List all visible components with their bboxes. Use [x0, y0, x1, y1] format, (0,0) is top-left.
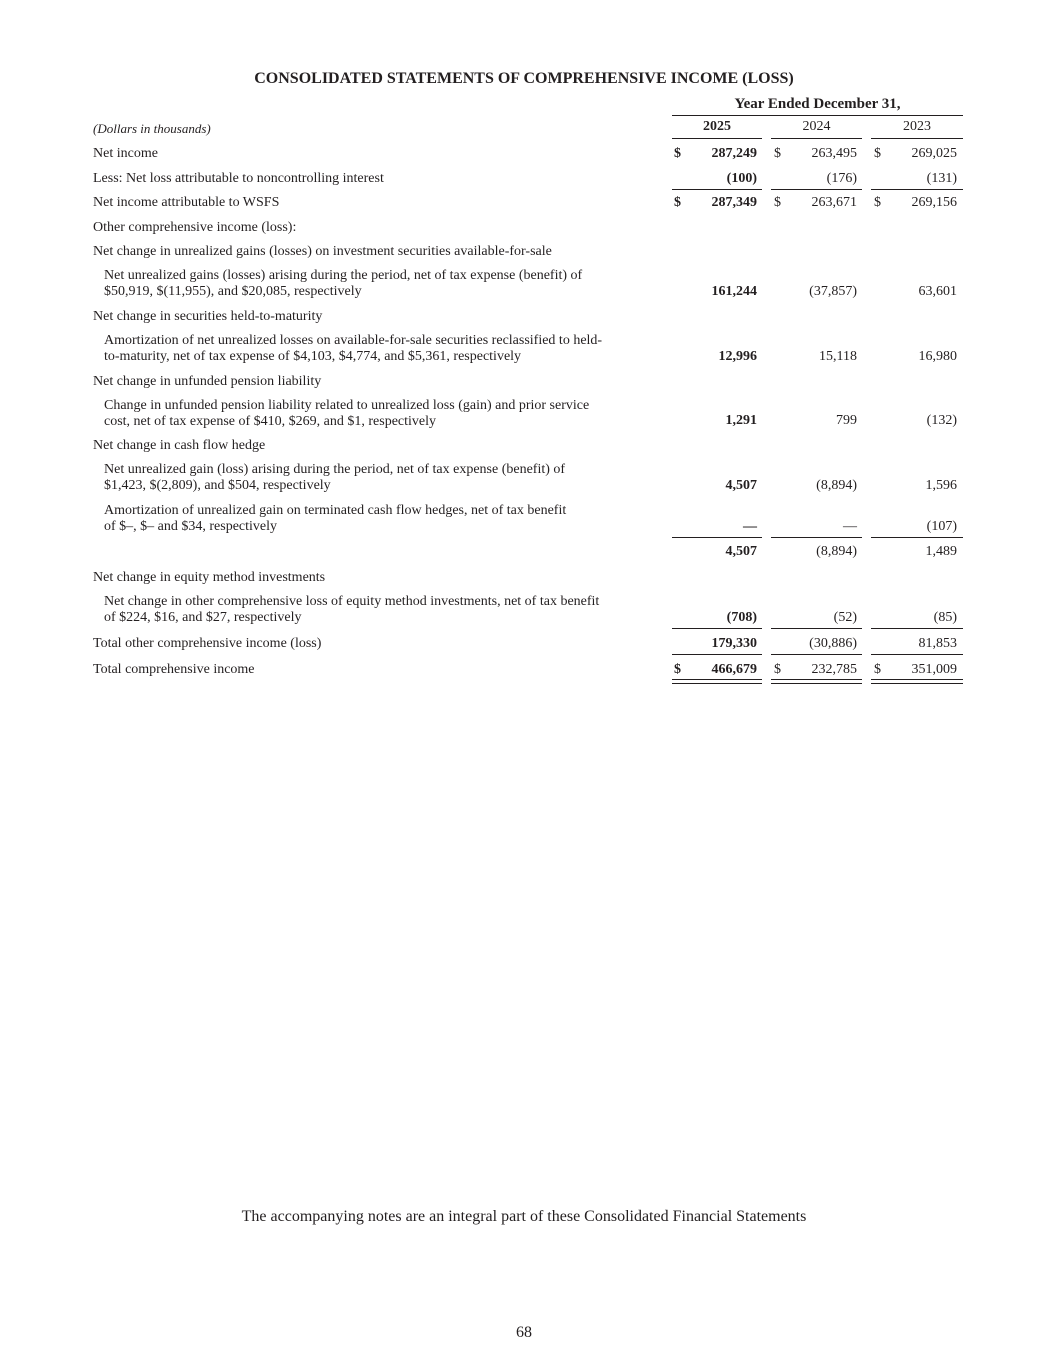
value-2025: (708)	[726, 610, 757, 625]
row-label-line2: $1,423, $(2,809), and $504, respectively	[104, 478, 331, 493]
value-2023: (107)	[926, 519, 957, 534]
row-label: Total comprehensive income	[93, 662, 255, 677]
underline	[871, 628, 963, 629]
underline	[672, 537, 762, 538]
underline	[672, 628, 762, 629]
value-2023: 1,489	[925, 544, 957, 559]
value-2024: 263,495	[811, 146, 857, 161]
value-2025: 287,249	[711, 146, 757, 161]
row-label-line2: of $224, $16, and $27, respectively	[104, 610, 302, 625]
underline	[771, 654, 862, 655]
value-2025: 287,349	[711, 195, 757, 210]
dollar-sign: $	[674, 146, 681, 161]
row-label-line1: Amortization of unrealized gain on terminated cash flow hedges, net of tax benefit	[104, 503, 567, 518]
row-label: Net change in cash flow hedge	[93, 438, 266, 453]
value-2024: (37,857)	[809, 284, 857, 299]
double-underline	[871, 679, 963, 684]
value-2024: (176)	[826, 171, 857, 186]
value-2024: (8,894)	[816, 544, 857, 559]
value-2024: 263,671	[811, 195, 857, 210]
dollar-sign: $	[774, 662, 781, 677]
dollar-sign: $	[774, 195, 781, 210]
dollar-sign: $	[774, 146, 781, 161]
row-label: Net income	[93, 146, 158, 161]
row-label	[104, 462, 664, 494]
value-2025: 1,291	[725, 413, 757, 428]
value-2023: 351,009	[911, 662, 957, 677]
value-2025: 161,244	[711, 284, 757, 299]
value-2025: (100)	[726, 171, 757, 186]
row-label: Net change in unfunded pension liability	[93, 374, 322, 389]
row-label-line2: $50,919, $(11,955), and $20,085, respectively	[104, 284, 362, 299]
row-label-line2: cost, net of tax expense of $410, $269, and $1, respectively	[104, 414, 437, 429]
page-number: 68	[516, 1324, 532, 1341]
value-2025: 466,679	[711, 662, 757, 677]
value-2023: 269,156	[911, 195, 957, 210]
underline	[771, 628, 862, 629]
value-2023: 16,980	[918, 349, 957, 364]
value-2025: —	[743, 519, 757, 534]
dollar-sign: $	[874, 195, 881, 210]
year-2024-header: 2024	[771, 119, 862, 139]
row-label: Total other comprehensive income (loss)	[93, 636, 322, 651]
underline	[871, 189, 963, 190]
value-2025: 4,507	[725, 478, 757, 493]
value-2023: (132)	[926, 413, 957, 428]
statement-title: CONSOLIDATED STATEMENTS OF COMPREHENSIVE INCOME (LOSS)	[254, 70, 794, 87]
value-2024: (52)	[833, 610, 857, 625]
row-label: Less: Net loss attributable to noncontrolling interest	[93, 171, 384, 186]
dollar-sign: $	[674, 662, 681, 677]
row-label: Net change in unrealized gains (losses) on investment securities available-for-sale	[93, 244, 552, 259]
row-label	[104, 594, 664, 626]
year-2025-header: 2025	[672, 119, 762, 139]
row-label-line2: of $–, $– and $34, respectively	[104, 519, 278, 534]
row-label-line1: Net unrealized gains (losses) arising during the period, net of tax expense (benefit) of	[104, 268, 583, 283]
row-label-line1: Amortization of net unrealized losses on available-for-sale securities reclassified to held-	[104, 333, 603, 348]
underline	[871, 654, 963, 655]
row-label	[104, 398, 664, 430]
footnote: The accompanying notes are an integral part of these Consolidated Financial Statements	[241, 1208, 807, 1225]
row-label-line1: Net unrealized gain (loss) arising during the period, net of tax expense (benefit) of	[104, 462, 566, 477]
dollar-sign: $	[674, 195, 681, 210]
value-2024: 15,118	[819, 349, 857, 364]
double-underline	[672, 679, 762, 684]
value-2025: 179,330	[711, 636, 757, 651]
row-label: Net income attributable to WSFS	[93, 195, 280, 210]
value-2023: 63,601	[918, 284, 957, 299]
units-note: (Dollars in thousands)	[93, 121, 211, 136]
row-label	[104, 333, 664, 365]
value-2024: 799	[836, 413, 857, 428]
value-2024: (8,894)	[816, 478, 857, 493]
value-2023: 269,025	[911, 146, 957, 161]
double-underline	[771, 679, 862, 684]
value-2023: 1,596	[925, 478, 957, 493]
underline	[771, 189, 862, 190]
value-2025: 12,996	[718, 349, 757, 364]
row-label-line1: Net change in other comprehensive loss of equity method investments, net of tax benefit	[104, 594, 600, 609]
dollar-sign: $	[874, 662, 881, 677]
underline	[672, 654, 762, 655]
value-2023: 81,853	[918, 636, 957, 651]
row-label: Other comprehensive income (loss):	[93, 220, 297, 235]
row-label-line2: to-maturity, net of tax expense of $4,103, $4,774, and $5,361, respectively	[104, 349, 522, 364]
row-label	[104, 268, 664, 300]
value-2024: 232,785	[811, 662, 857, 677]
underline	[871, 537, 963, 538]
value-2023: (85)	[933, 610, 957, 625]
value-2024: —	[843, 519, 857, 534]
value-2024: (30,886)	[809, 636, 857, 651]
underline	[672, 189, 762, 190]
value-2025: 4,507	[725, 544, 757, 559]
row-label	[104, 503, 664, 535]
row-label: Net change in equity method investments	[93, 570, 326, 585]
row-label: Net change in securities held-to-maturity	[93, 309, 323, 324]
dollar-sign: $	[874, 146, 881, 161]
value-2023: (131)	[926, 171, 957, 186]
row-label-line1: Change in unfunded pension liability related to unrealized loss (gain) and prior service	[104, 398, 590, 413]
underline	[771, 537, 862, 538]
period-header: Year Ended December 31,	[672, 96, 963, 116]
year-2023-header: 2023	[871, 119, 963, 139]
